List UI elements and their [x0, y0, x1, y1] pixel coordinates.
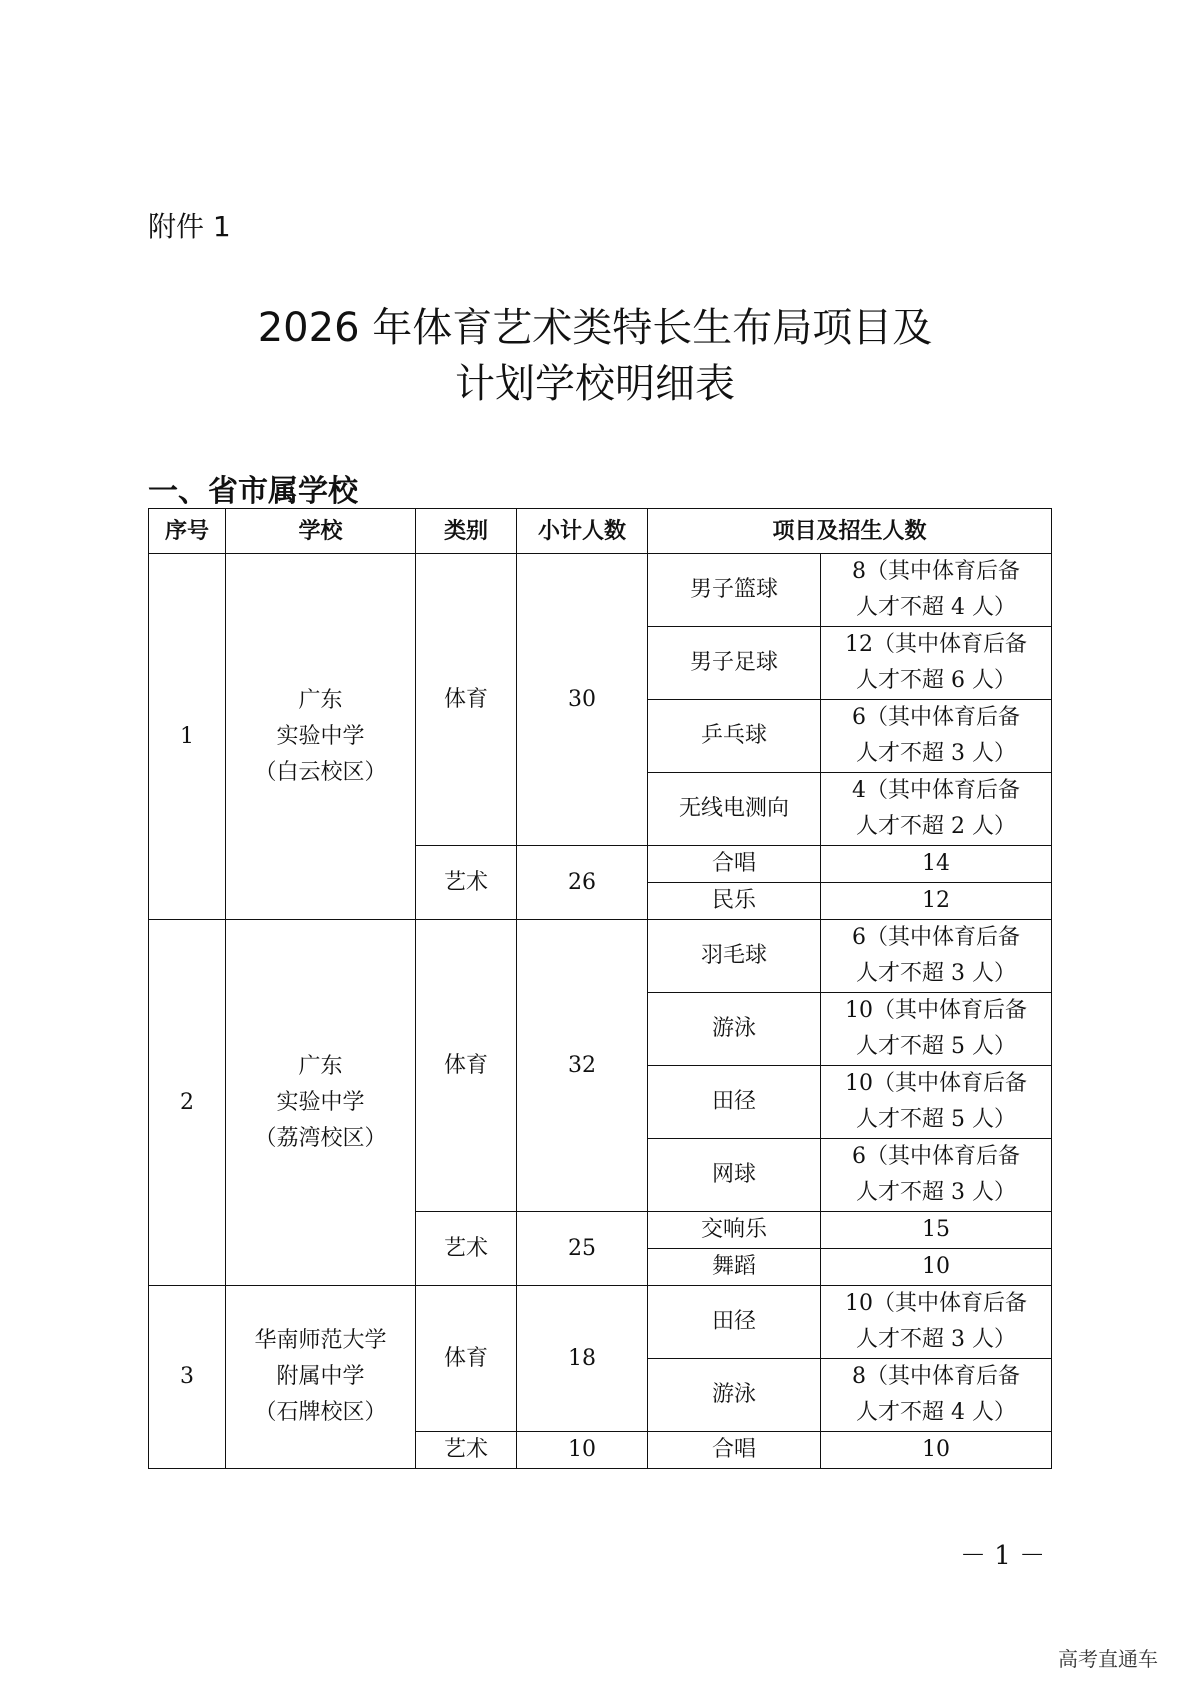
- enrollment-count: [821, 883, 1052, 920]
- enrollment-count: [821, 1286, 1052, 1359]
- enrollment-count-line: 人才不超 3 人）: [856, 1327, 1016, 1352]
- project-name: 合唱: [648, 1432, 821, 1469]
- enrollment-count-line: 10（其中体育后备: [845, 998, 1027, 1023]
- enrollment-count: [821, 1212, 1052, 1249]
- school-name-line: 广东: [298, 1053, 343, 1079]
- page-title: [0, 300, 1190, 412]
- enrollment-count: [821, 920, 1052, 993]
- subtotal: 18: [517, 1286, 648, 1432]
- schools-table: [148, 508, 1052, 1469]
- project-name: 舞蹈: [648, 1249, 821, 1286]
- category: 体育: [416, 920, 517, 1212]
- enrollment-count: [821, 627, 1052, 700]
- school-name-line: 广东: [298, 687, 343, 713]
- enrollment-count-line: 人才不超 3 人）: [856, 1180, 1016, 1205]
- school-name-line: 附属中学: [276, 1364, 365, 1389]
- school-name-line: （白云校区）: [254, 759, 387, 785]
- table-row: [149, 920, 1052, 993]
- enrollment-count-line: 12（其中体育后备: [845, 632, 1027, 657]
- enrollment-count-line: 12: [922, 888, 950, 913]
- enrollment-count-line: 人才不超 4 人）: [856, 595, 1016, 620]
- school-name: [226, 554, 416, 920]
- project-name: 乒乓球: [648, 700, 821, 773]
- page-number: － 1 －: [960, 1541, 1046, 1571]
- header-projects: 项目及招生人数: [648, 509, 1052, 554]
- subtotal: 32: [517, 920, 648, 1212]
- enrollment-count: [821, 1359, 1052, 1432]
- project-name: 男子足球: [648, 627, 821, 700]
- header-no: 序号: [149, 509, 226, 554]
- table-row: [149, 554, 1052, 627]
- category: 艺术: [416, 1432, 517, 1469]
- enrollment-count-line: 人才不超 6 人）: [856, 668, 1016, 693]
- category: 艺术: [416, 1212, 517, 1286]
- table-header-row: [149, 509, 1052, 554]
- school-name-line: 华南师范大学: [254, 1328, 387, 1353]
- enrollment-count-line: 人才不超 3 人）: [856, 741, 1016, 766]
- enrollment-count-line: 4（其中体育后备: [852, 778, 1020, 803]
- enrollment-count-line: 10: [922, 1254, 950, 1279]
- enrollment-count-line: 6（其中体育后备: [852, 925, 1020, 950]
- enrollment-count: [821, 1432, 1052, 1469]
- project-name: 网球: [648, 1139, 821, 1212]
- watermark: 高考直通车: [1058, 1647, 1158, 1671]
- school-number: 2: [149, 920, 226, 1286]
- enrollment-count-line: 6（其中体育后备: [852, 1144, 1020, 1169]
- project-name: 合唱: [648, 846, 821, 883]
- enrollment-count: [821, 1066, 1052, 1139]
- enrollment-count-line: 15: [922, 1217, 950, 1242]
- school-name-line: （石牌校区）: [254, 1400, 387, 1425]
- school-name-line: 实验中学: [276, 1089, 365, 1115]
- title-line-2: 计划学校明细表: [455, 361, 735, 407]
- enrollment-count: [821, 773, 1052, 846]
- attachment-label: 附件 1: [148, 210, 231, 243]
- project-name: 男子篮球: [648, 554, 821, 627]
- header-category: 类别: [416, 509, 517, 554]
- section-heading: 一、省市属学校: [148, 474, 358, 509]
- title-line-1: 2026 年体育艺术类特长生布局项目及: [257, 305, 933, 351]
- subtotal: 26: [517, 846, 648, 920]
- project-name: 交响乐: [648, 1212, 821, 1249]
- school-name: [226, 920, 416, 1286]
- enrollment-count-line: 6（其中体育后备: [852, 705, 1020, 730]
- enrollment-count-line: 10（其中体育后备: [845, 1291, 1027, 1316]
- enrollment-count: [821, 554, 1052, 627]
- category: 体育: [416, 554, 517, 846]
- enrollment-count: [821, 700, 1052, 773]
- project-name: 田径: [648, 1066, 821, 1139]
- enrollment-count-line: 14: [922, 851, 950, 876]
- project-name: 民乐: [648, 883, 821, 920]
- header-school: 学校: [226, 509, 416, 554]
- school-number: 1: [149, 554, 226, 920]
- table-row: [149, 1286, 1052, 1359]
- enrollment-count-line: 人才不超 5 人）: [856, 1034, 1016, 1059]
- enrollment-count-line: 10（其中体育后备: [845, 1071, 1027, 1096]
- enrollment-count-line: 人才不超 2 人）: [856, 814, 1016, 839]
- school-name-line: 实验中学: [276, 723, 365, 749]
- school-number: 3: [149, 1286, 226, 1469]
- enrollment-count: [821, 846, 1052, 883]
- project-name: 游泳: [648, 1359, 821, 1432]
- subtotal: 30: [517, 554, 648, 846]
- enrollment-count: [821, 1249, 1052, 1286]
- project-name: 游泳: [648, 993, 821, 1066]
- subtotal: 25: [517, 1212, 648, 1286]
- header-subtotal: 小计人数: [517, 509, 648, 554]
- school-name: [226, 1286, 416, 1469]
- enrollment-count-line: 8（其中体育后备: [852, 1364, 1020, 1389]
- category: 艺术: [416, 846, 517, 920]
- enrollment-count-line: 8（其中体育后备: [852, 559, 1020, 584]
- enrollment-count: [821, 993, 1052, 1066]
- enrollment-count-line: 人才不超 4 人）: [856, 1400, 1016, 1425]
- project-name: 无线电测向: [648, 773, 821, 846]
- enrollment-count-line: 人才不超 5 人）: [856, 1107, 1016, 1132]
- subtotal: 10: [517, 1432, 648, 1469]
- enrollment-count: [821, 1139, 1052, 1212]
- enrollment-count-line: 人才不超 3 人）: [856, 961, 1016, 986]
- enrollment-count-line: 10: [922, 1437, 950, 1462]
- project-name: 羽毛球: [648, 920, 821, 993]
- project-name: 田径: [648, 1286, 821, 1359]
- school-name-line: （荔湾校区）: [254, 1125, 387, 1151]
- category: 体育: [416, 1286, 517, 1432]
